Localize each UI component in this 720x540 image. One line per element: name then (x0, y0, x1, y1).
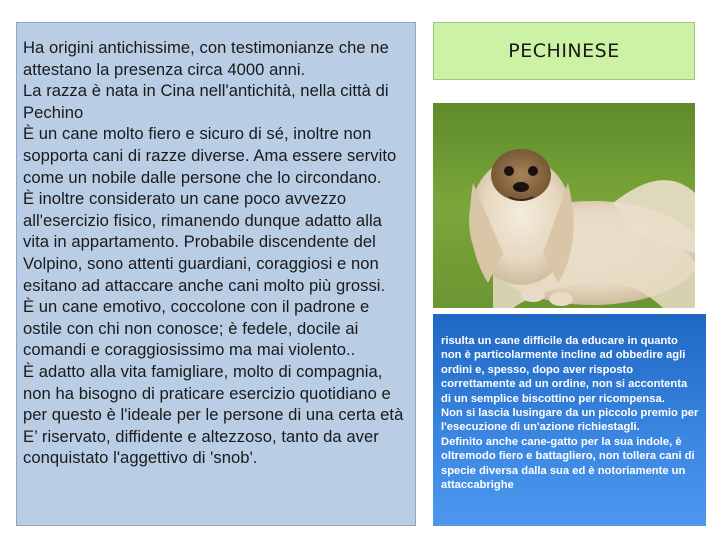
text-paragraph-character: È un cane molto fiero e sicuro di sé, inoltre non sopporta cani di razze diverse. Ama essere servito come un nobile dalle persone che lo circondano. (23, 124, 397, 187)
text-paragraph-snob: E’ riservato, diffidente e altezzoso, tanto da aver conquistato l'aggettivo di 'snob'. (23, 426, 379, 468)
text-paragraph-reward: Non si lascia lusingare da un piccolo premio per l'esecuzione di un'azione richiestagli. (441, 407, 699, 434)
training-info-panel (433, 314, 706, 526)
description-panel (16, 22, 416, 526)
text-paragraph-birthplace: La razza è nata in Cina nell'antichità, nella città di Pechino (23, 81, 389, 122)
text-paragraph-emotional: È un cane emotivo, coccolone con il padrone e ostile con chi non conosce; è fedele, docile ai comandi e coraggiosissimo ma mai violento.. (23, 297, 370, 360)
page-title: PECHINESE (508, 40, 620, 62)
text-paragraph-family: È adatto alla vita famigliare, molto di compagnia, non ha bisogno di praticare esercizio quotidiano e per questo è l'ideale per le persone di una certa età (23, 361, 404, 425)
text-paragraph-training: risulta un cane difficile da educare in quanto non è particolarmente incline ad obbedire agli ordini e, spesso, dopo aver risposto correttamente ad un ordine, non si accontenta di un semplice biscottino per ricompensa. (441, 335, 688, 405)
pekingese-dog-photo (433, 103, 695, 308)
dog-illustration (433, 103, 695, 308)
title-box (433, 22, 695, 80)
text-paragraph-exercise: È inoltre considerato un cane poco avvezzo all'esercizio fisico, rimanendo dunque adatto alla vita in appartamento. Probabile discendente del Volpino, sono attenti guardiani, coraggiosi e non esitano ad attaccare anche cani molto più grossi. (23, 189, 386, 295)
text-paragraph-cat-dog: Definito anche cane-gatto per la sua indole, è oltremodo fiero e battagliero, non tollera cani di specie diversa dalla sua ed è notoriamente un attaccabrighe (441, 435, 695, 492)
text-paragraph-origins: Ha origini antichissime, con testimonianze che ne attestano la presenza circa 4000 anni. (23, 38, 389, 79)
